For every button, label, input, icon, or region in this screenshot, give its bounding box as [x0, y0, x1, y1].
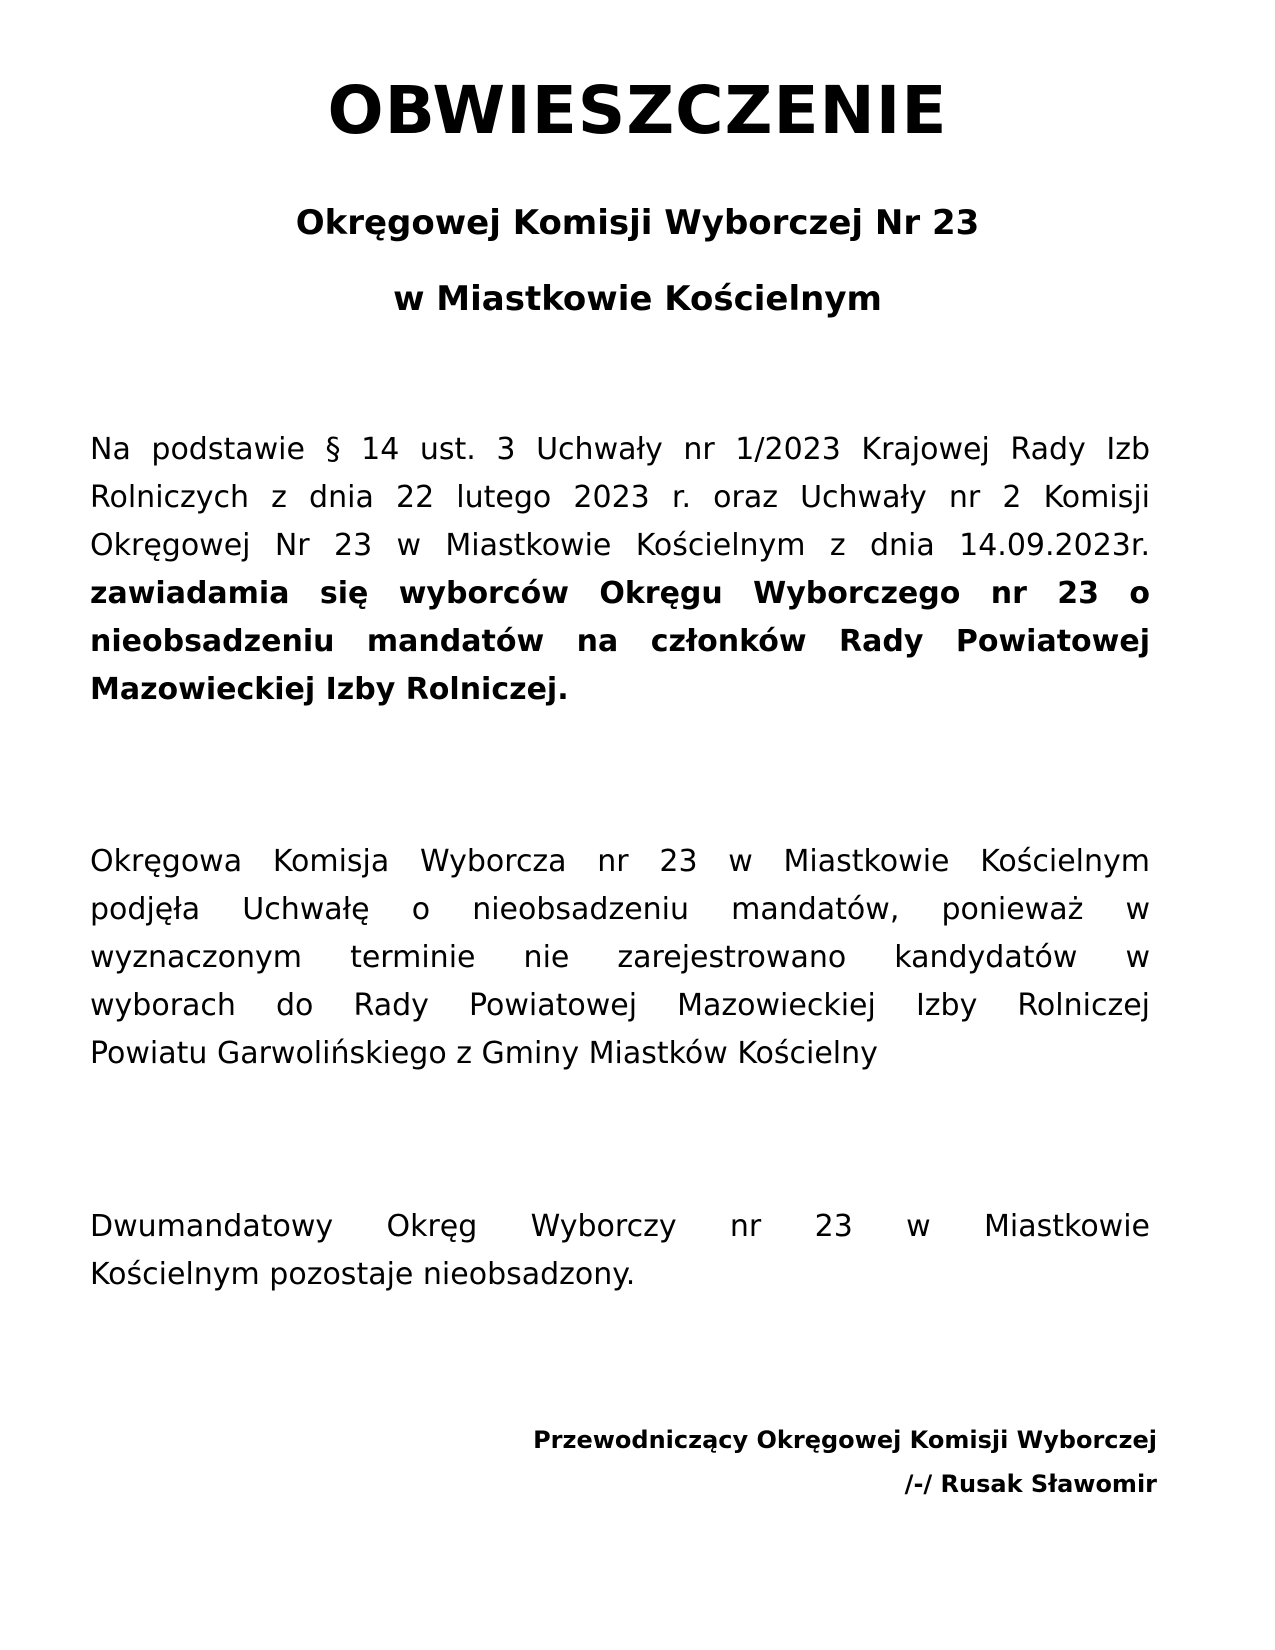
- paragraph-line: Rolniczych z dnia 22 lutego 2023 r. oraz Uchwały nr 2 Komisji: [90, 480, 1150, 515]
- paragraph-legal-basis: [90, 426, 1150, 714]
- paragraph-line: Powiatu Garwolińskiego z Gminy Miastków Kościelny: [90, 1036, 878, 1071]
- paragraph-line-bold: Mazowieckiej Izby Rolniczej.: [90, 672, 569, 707]
- paragraph-line: Dwumandatowy Okręg Wyborczy nr 23 w Miastkowie: [90, 1209, 1150, 1244]
- document-subtitle-line1: Okręgowej Komisji Wyborczej Nr 23: [295, 203, 980, 243]
- paragraph-line: podjęła Uchwałę o nieobsadzeniu mandatów, ponieważ w: [90, 892, 1150, 927]
- paragraph-line: Kościelnym pozostaje nieobsadzony.: [90, 1257, 636, 1292]
- paragraph-line: Okręgowej Nr 23 w Miastkowie Kościelnym z dnia 14.09.2023r.: [90, 528, 1150, 563]
- document-subtitle-line2: w Miastkowie Kościelnym: [393, 279, 882, 319]
- signature-role: Przewodniczący Okręgowej Komisji Wyborczej: [533, 1426, 1157, 1454]
- paragraph-line: wyznaczonym terminie nie zarejestrowano kandydatów w: [90, 940, 1150, 975]
- paragraph-district-status: [90, 1203, 1150, 1299]
- paragraph-line-bold: zawiadamia się wyborców Okręgu Wyborczego nr 23 o: [90, 576, 1150, 611]
- paragraph-line-bold: nieobsadzeniu mandatów na członków Rady Powiatowej: [90, 624, 1150, 659]
- signature-name: /-/ Rusak Sławomir: [904, 1470, 1157, 1498]
- paragraph-commission-resolution: [90, 838, 1150, 1078]
- paragraph-line: Okręgowa Komisja Wyborcza nr 23 w Miastkowie Kościelnym: [90, 844, 1150, 879]
- signature-block: [533, 1418, 1157, 1506]
- document-title: OBWIESZCZENIE: [327, 72, 948, 149]
- paragraph-line: Na podstawie § 14 ust. 3 Uchwały nr 1/2023 Krajowej Rady Izb: [90, 432, 1150, 467]
- paragraph-line: wyborach do Rady Powiatowej Mazowieckiej Izby Rolniczej: [90, 988, 1150, 1023]
